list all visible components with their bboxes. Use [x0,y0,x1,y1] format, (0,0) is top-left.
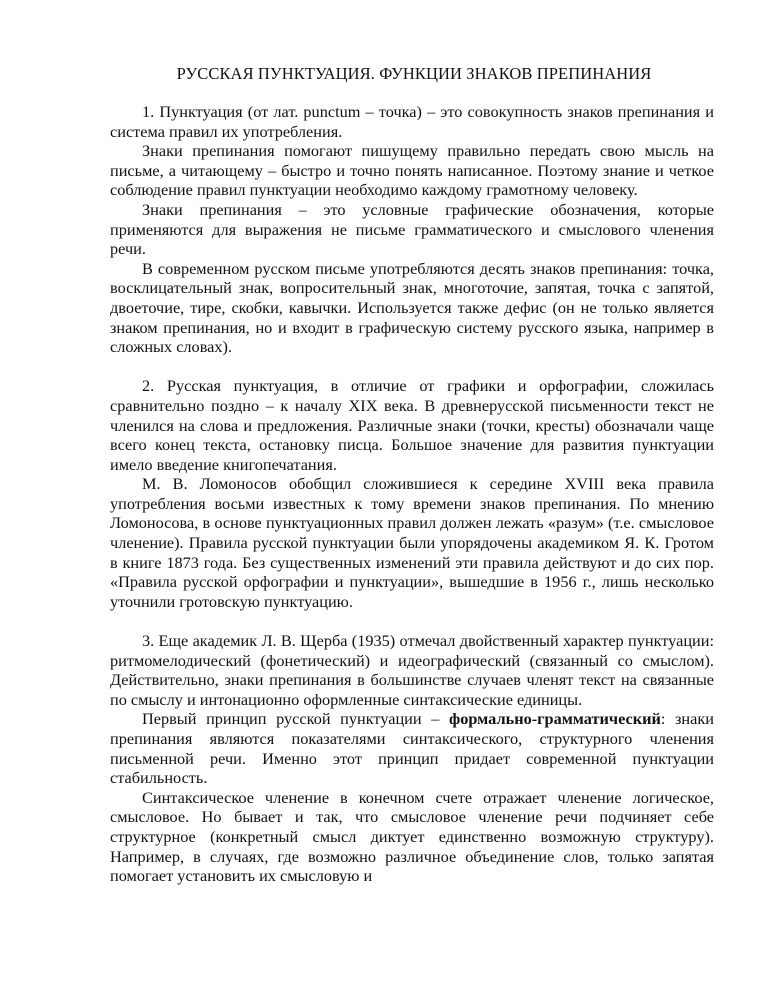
paragraph: Знаки препинания – это условные графические обозначения, которые применяются для выражения не письме грамматического и смыслового членения речи. [110,199,714,259]
paragraph: 2. Русская пунктуация, в отличие от графики и орфографии, сложилась сравнительно поздно – к началу XIX века. В древнерусской письменности текст не членился на слова и предложения. Различные знаки (точки, кресты) обозначали чаще всего конец текста, остановку писца. Большое значение для развития пунктуации имело введение книгопечатания. [110,376,714,474]
paragraph: Синтаксическое членение в конечном счете отражает членение логическое, смысловое. Но бывает и так, что смысловое членение речи подчиняет себе структурное (конкретный смысл диктует единственно возможную структуру). Например, в случаях, где возможно различное объединение слов, только запятая помогает установить их смысловую и [110,787,714,886]
section-gap [110,357,714,377]
principle-intro: Первый принцип русской пунктуации – [142,709,449,729]
paragraph: В современном русском письме употребляются десять знаков препинания: точка, восклицательный знак, вопросительный знак, многоточие, запятая, точка с запятой, двоеточие, тире, скобки, кавычки. Используется также дефис (он не только является знаком препинания, но и входит в графическую систему русского языка, например в сложных словах). [110,258,714,357]
section-gap [110,611,714,631]
paragraph: М. В. Ломоносов обобщил сложившиеся к середине XVIII века правила употребления восьми известных к тому времени знаков препинания. По мнению Ломоносова, в основе пунктуационных правил должен лежать «разум» (т.е. смысловое членение). Правила русской пунктуации были упорядочены академиком Я. К. Гротом в книге 1873 года. Без существенных изменений эти правила действуют и до сих пор. «Правила русской орфографии и пунктуации», вышедшие в 1956 г., лишь несколько уточнили гротовскую пунктуацию. [110,474,714,611]
paragraph-principle [110,709,714,787]
principle-text: : знаки препинания являются показателями синтаксического, структурного членения письменной речи. Именно этот принцип придает современной пунктуации стабильность. [110,709,714,788]
document-title: РУССКАЯ ПУНКТУАЦИЯ. ФУНКЦИИ ЗНАКОВ ПРЕПИНАНИЯ [176,64,652,83]
paragraph: Знаки препинания помогают пишущему правильно передать свою мысль на письме, а читающему – быстро и точно понять написанное. Поэтому знание и четкое соблюдение правил пунктуации необходимо каждому грамотному человеку. [110,141,714,200]
paragraph: 3. Еще академик Л. В. Щерба (1935) отмечал двойственный характер пунктуации: ритмомелодический (фонетический) и идеографический (связанный со смыслом). Действительно, знаки препинания в большинстве случаев членят текст на связанные по смыслу и интонационно оформленные синтаксические единицы. [110,631,714,709]
principle-term: формально-грамматический [448,709,661,729]
paragraph: 1. Пунктуация (от лат. punctum – точка) – это совокупность знаков препинания и система правил их употребления. [110,102,714,141]
